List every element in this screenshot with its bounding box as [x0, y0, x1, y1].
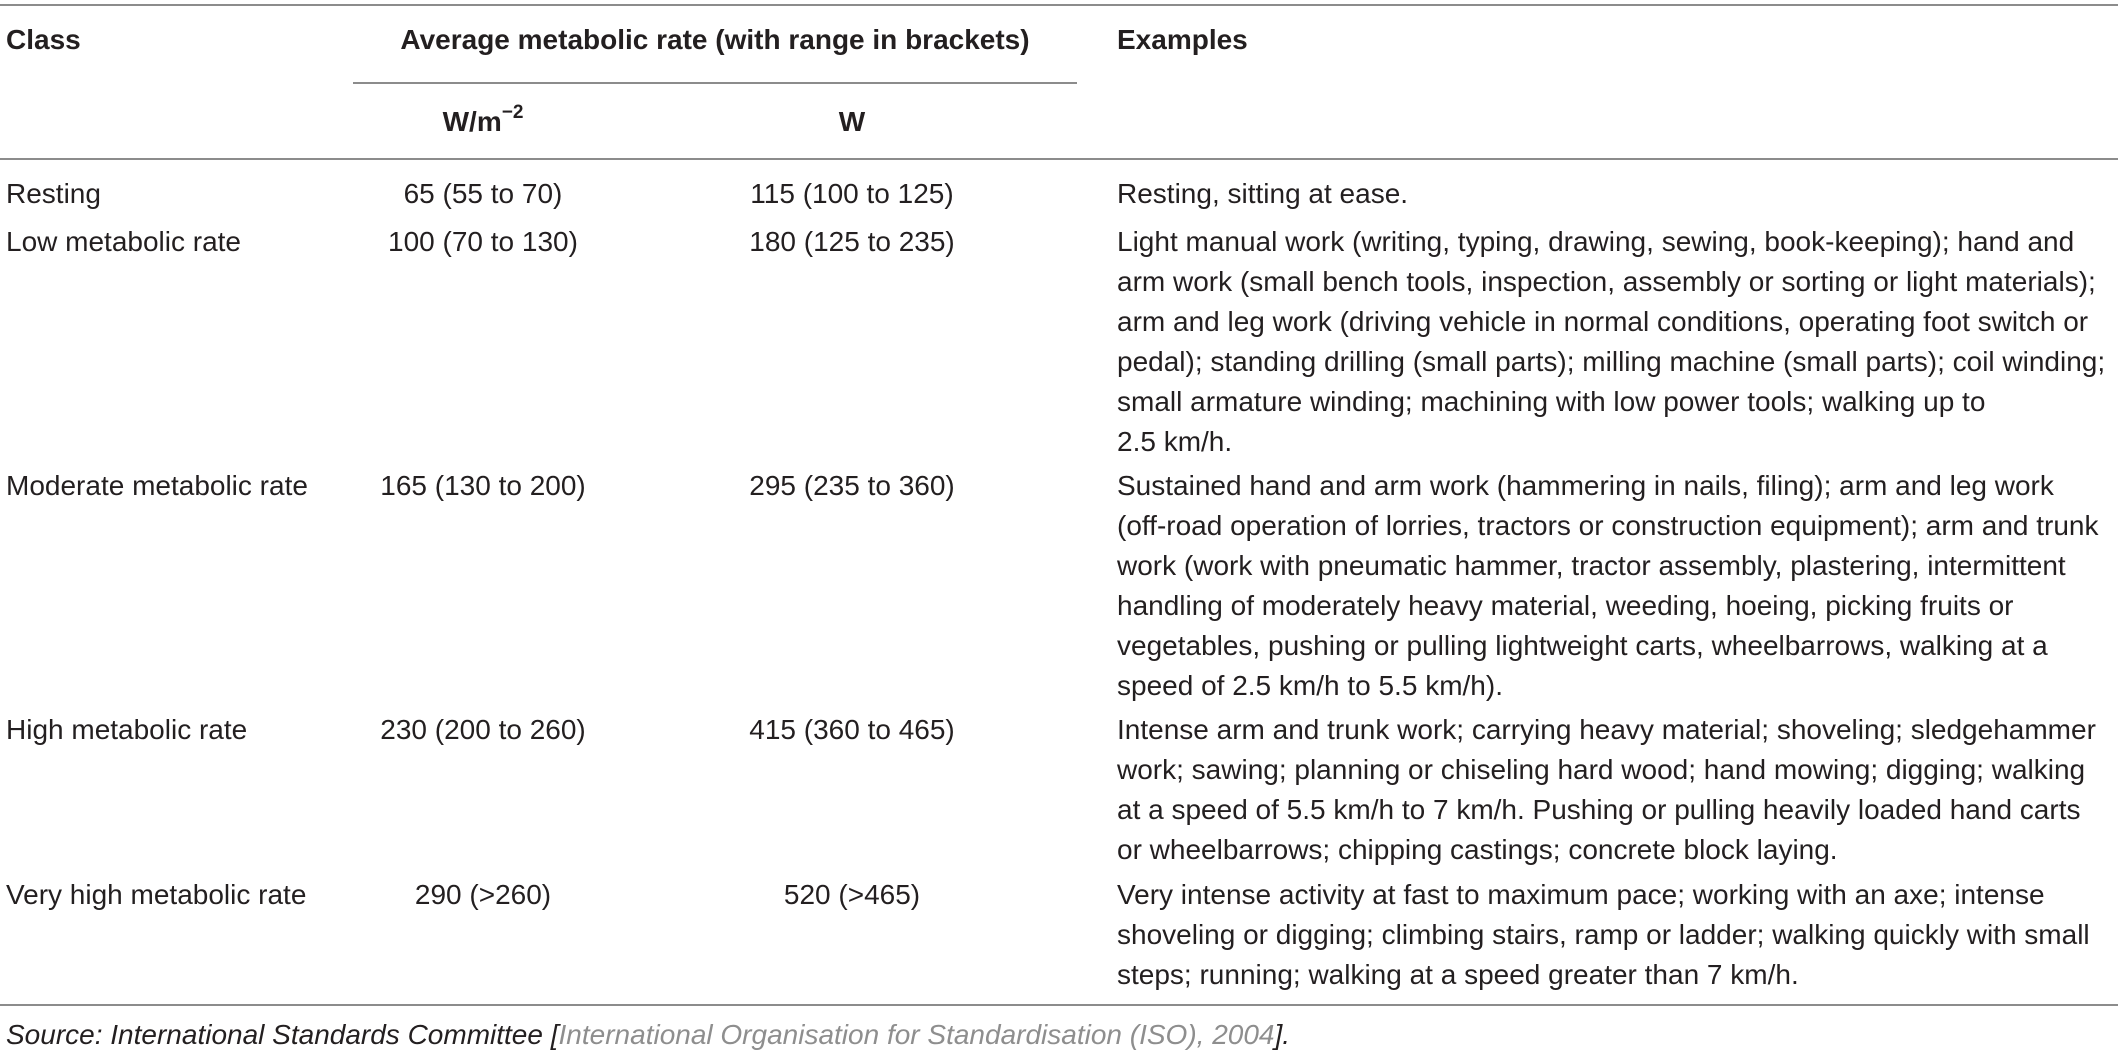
example-line: arm and leg work (driving vehicle in normal conditions, operating foot switch or	[1117, 306, 2089, 337]
example-line: Very intense activity at fast to maximum pace; working with an axe; intense	[1117, 879, 2045, 910]
wm2-cell: 100 (70 to 130)	[388, 226, 578, 257]
wm2-cell: 65 (55 to 70)	[403, 178, 563, 209]
average-group-rule	[353, 82, 1077, 84]
example-line: pedal); standing drilling (small parts); milling machine (small parts); coil winding;	[1117, 346, 2106, 377]
w-cell: 180 (125 to 235)	[749, 226, 955, 257]
example-line: Light manual work (writing, typing, drawing, sewing, book-keeping); hand and	[1117, 226, 2075, 257]
example-line: steps; running; walking at a speed greater than 7 km/h.	[1117, 959, 1799, 990]
example-line: work (work with pneumatic hammer, tractor assembly, plastering, intermittent	[1117, 550, 2066, 581]
wm2-cell: 230 (200 to 260)	[380, 714, 586, 745]
example-line: Resting, sitting at ease.	[1117, 178, 1409, 209]
example-line: work; sawing; planning or chiseling hard wood; hand mowing; digging; walking	[1117, 754, 2086, 785]
example-line: 2.5 km/h.	[1117, 426, 1233, 457]
example-line: speed of 2.5 km/h to 5.5 km/h).	[1117, 670, 1503, 701]
w-cell: 415 (360 to 465)	[749, 714, 955, 745]
examples-cell	[1117, 466, 2107, 706]
wm2-cell: 165 (130 to 200)	[380, 470, 586, 501]
example-line: small armature winding; machining with low power tools; walking up to	[1117, 386, 1986, 417]
header-examples: Examples	[1117, 24, 1248, 55]
table-bottom-rule	[0, 1004, 2118, 1006]
header-class: Class	[6, 24, 81, 55]
examples-cell	[1117, 710, 2107, 870]
example-line: Sustained hand and arm work (hammering in nails, filing); arm and leg work	[1117, 470, 2054, 501]
header-unit-w: W	[838, 106, 866, 137]
source-note	[6, 1015, 1290, 1055]
examples-cell	[1117, 222, 2107, 462]
example-line: shoveling or digging; climbing stairs, ramp or ladder; walking quickly with small	[1117, 919, 2090, 950]
w-cell: 520 (>465)	[783, 879, 921, 910]
example-line: at a speed of 5.5 km/h to 7 km/h. Pushing or pulling heavily loaded hand carts	[1117, 794, 2081, 825]
example-line: (off-road operation of lorries, tractors or construction equipment); arm and trunk	[1117, 510, 2099, 541]
examples-cell	[1117, 875, 2107, 995]
class-cell: Resting	[6, 178, 101, 209]
header-bottom-rule	[0, 158, 2118, 160]
class-cell: Moderate metabolic rate	[6, 470, 308, 501]
w-cell: 295 (235 to 360)	[749, 470, 955, 501]
examples-cell	[1117, 174, 2107, 214]
class-cell: Very high metabolic rate	[6, 879, 307, 910]
top-rule	[0, 4, 2118, 6]
header-unit-wm2: $W/m^{-2}$	[442, 101, 524, 137]
example-line: vegetables, pushing or pulling lightweight carts, wheelbarrows, walking at a	[1117, 630, 2048, 661]
source-reference-link[interactable]: International Organisation for Standardisation (ISO), 2004	[558, 1019, 1275, 1050]
class-cell: High metabolic rate	[6, 714, 248, 745]
wm2-cell: 290 (>260)	[414, 879, 552, 910]
source-suffix: ].	[1274, 1019, 1291, 1050]
source-prefix: Source: International Standards Committee [	[6, 1019, 559, 1050]
w-cell: 115 (100 to 125)	[750, 178, 954, 209]
example-line: arm work (small bench tools, inspection, assembly or sorting or light materials);	[1117, 266, 2096, 297]
example-line: handling of moderately heavy material, weeding, hoeing, picking fruits or	[1117, 590, 2014, 621]
header-average-rate: Average metabolic rate (with range in brackets)	[400, 24, 1030, 55]
example-line: Intense arm and trunk work; carrying heavy material; shoveling; sledgehammer	[1117, 714, 2096, 745]
example-line: or wheelbarrows; chipping castings; concrete block laying.	[1117, 834, 1838, 865]
class-cell: Low metabolic rate	[6, 226, 242, 257]
